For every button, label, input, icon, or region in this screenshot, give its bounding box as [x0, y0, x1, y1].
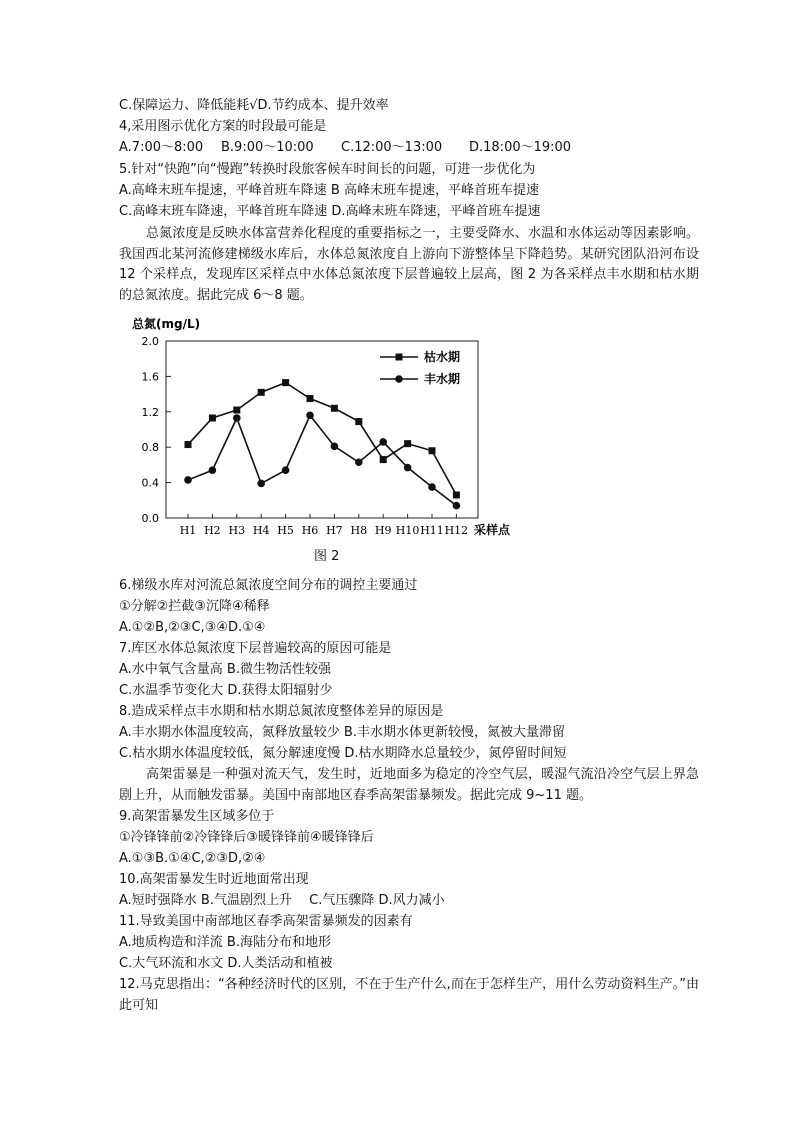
y-tick-label: 2.0: [141, 335, 159, 348]
question-6-options: A.①②B,②③C,③④D.①④: [119, 620, 266, 635]
question-10-options: A.短时强降水 B.气温剧烈上升 C.气压骤降 D.风力减小: [119, 893, 445, 908]
series-line-wet-season: [188, 415, 456, 505]
x-tick-label: H7: [326, 524, 343, 537]
legend-label: 丰水期: [424, 372, 461, 386]
data-point-dry: [282, 379, 289, 386]
legend-label: 枯水期: [424, 350, 461, 364]
data-point-dry: [404, 440, 411, 447]
data-point-dry: [307, 395, 314, 402]
question-9-options: A.①③B.①④C,②③D,②④: [119, 851, 266, 866]
passage-thunderstorm: 高架雷暴是一种强对流天气，发生时，近地面多为稳定的冷空气层，暖湿气流沿冷空气层上界急剧上升，从而触发雷暴。美国中南部地区春季高架雷暴频发。据此完成 9~11 题。: [119, 767, 699, 803]
question-6: 6.梯级水库对河流总氮浓度空间分布的调控主要通过: [119, 578, 418, 593]
question-5: 5.针对“快跑”向“慢跑”转换时段旅客候车时间长的问题，可进一步优化为: [119, 162, 536, 177]
question-7-options-ab: A.水中氧气含量高 B.微生物活性较强: [119, 662, 331, 677]
y-tick-label: 0.8: [141, 441, 159, 455]
y-tick-label: 1.2: [141, 405, 159, 419]
data-point-wet: [404, 464, 412, 472]
data-point-dry: [380, 456, 387, 463]
q4-option-c: C.12:00～13:00: [341, 140, 443, 155]
question-11-options-ab: A.地质构造和洋流 B.海陆分布和地形: [119, 935, 331, 950]
question-11: 11.导致美国中南部地区春季高架雷暴频发的因素有: [119, 914, 413, 929]
chart-ylabel: 总氮(mg/L): [132, 317, 201, 331]
question-6-items: ①分解②拦截③沉降④稀释: [119, 599, 270, 614]
data-point-wet: [379, 438, 387, 446]
question-7: 7.库区水体总氮浓度下层普遍较高的原因可能是: [119, 641, 392, 656]
data-point-dry: [258, 389, 265, 396]
data-point-wet: [428, 483, 436, 491]
x-tick-label: H1: [179, 524, 197, 537]
data-point-wet: [257, 480, 265, 488]
x-tick-label: H5: [277, 524, 294, 537]
data-point-dry: [355, 418, 362, 425]
question-12: 12.马克思指出：“各种经济时代的区别，不在于生产什么,而在于怎样生产，用什么劳动资料生产。”由此可知: [119, 977, 699, 1013]
y-tick-label: 0.0: [141, 512, 159, 525]
nitrogen-line-chart: [118, 312, 538, 540]
y-tick-label: 1.6: [141, 370, 159, 384]
data-point-wet: [233, 414, 241, 422]
x-tick-label: H11: [420, 524, 444, 537]
x-tick-label: H10: [395, 524, 420, 537]
series-line-dry-season: [188, 383, 456, 495]
x-tick-label: H12: [444, 524, 469, 537]
legend-marker-square: [396, 354, 403, 361]
question-5-options-ab: A.高峰末班车提速，平峰首班车降速 B 高峰末班车提速，平峰首班车提速: [119, 183, 539, 198]
x-tick-label: H6: [301, 524, 319, 537]
question-11-options-cd: C.大气环流和水文 D.人类活动和植被: [119, 956, 333, 971]
legend-marker-circle: [395, 375, 403, 383]
q4-option-d: D.18:00～19:00: [469, 140, 572, 155]
passage-nitrogen: 总氮浓度是反映水体富营养化程度的重要指标之一，主要受降水、水温和水体运动等因素影响。我国西北某河流修建梯级水库后，水体总氮浓度自上游向下游整体呈下降趋势。某研究团队沿河布设 12 个采样点，发现库区采样点中水体总氮浓度下层普遍较上层高，图 2 为各采样点丰水期和枯水期的总氮浓度。据此完成 6～8 题。: [119, 226, 699, 303]
question-4: 4,采用图示优化方案的时段最可能是: [119, 119, 327, 134]
x-tick-label: H9: [374, 524, 392, 537]
question-9: 9.高架雷暴发生区域多位于: [119, 809, 275, 824]
data-point-wet: [306, 412, 314, 420]
data-point-dry: [233, 407, 240, 414]
q4-option-a: A.7:00～8:00: [119, 140, 204, 155]
question-10: 10.高架雷暴发生时近地面常出现: [119, 872, 309, 887]
data-point-wet: [331, 443, 339, 451]
data-point-wet: [355, 458, 363, 466]
data-point-wet: [184, 476, 192, 484]
data-point-wet: [209, 466, 217, 474]
data-point-dry: [453, 491, 460, 498]
figure-caption: 图 2: [314, 549, 340, 564]
question-4-options: [119, 138, 571, 158]
question-9-items: ①冷锋锋前②冷锋锋后③暖锋锋前④暖锋锋后: [119, 830, 374, 845]
chart-xlabel: 采样点: [474, 523, 511, 537]
x-tick-label: H3: [228, 524, 246, 537]
question-5-options-cd: C.高峰末班车降速，平峰首班车降速 D.高峰末班车降速，平峰首班车提速: [119, 204, 541, 219]
x-tick-label: H4: [252, 524, 270, 537]
data-point-wet: [282, 466, 290, 474]
data-point-dry: [185, 441, 192, 448]
question-8-options-ab: A.丰水期水体温度较高，氮释放量较少 B.丰水期水体更新较慢，氮被大量滞留: [119, 725, 565, 740]
data-point-dry: [429, 447, 436, 454]
question-8: 8.造成采样点丰水期和枯水期总氮浓度整体差异的原因是: [119, 704, 444, 719]
x-tick-label: H8: [350, 524, 368, 537]
x-tick-label: H2: [204, 524, 221, 537]
question-7-options-cd: C.水温季节变化大 D.获得太阳辐射少: [119, 683, 333, 698]
data-point-dry: [209, 414, 216, 421]
data-point-wet: [453, 502, 461, 510]
question-8-options-cd: C.枯水期水体温度较低，氮分解速度慢 D.枯水期降水总量较少，氮停留时间短: [119, 746, 567, 761]
q4-option-b: B.9:00～10:00: [221, 140, 314, 155]
data-point-dry: [331, 405, 338, 412]
text-line-1: C.保障运力、降低能耗√D.节约成本、提升效率: [119, 98, 389, 113]
y-tick-label: 0.4: [141, 476, 159, 490]
